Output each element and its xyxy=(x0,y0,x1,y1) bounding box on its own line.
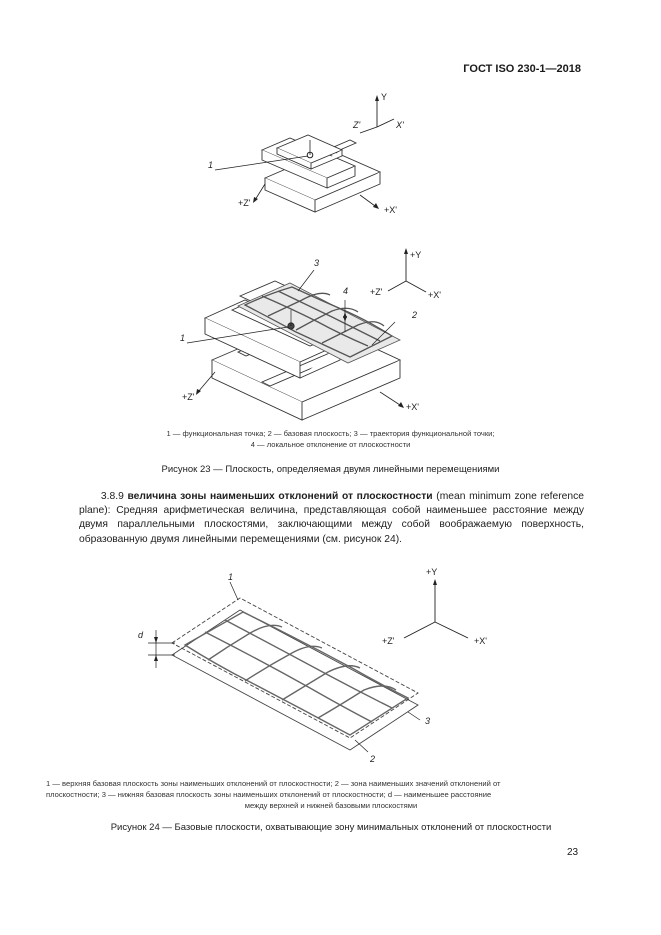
axis-label-xplus: +X' xyxy=(406,402,419,412)
axis-label-y: +Y xyxy=(426,567,438,577)
figure24-legend xyxy=(46,778,616,811)
axis-label-x: X' xyxy=(396,120,404,130)
callout-1: 1 xyxy=(208,160,214,170)
callout-2: 2 xyxy=(412,310,418,320)
figure24-caption: Рисунок 24 — Базовые плоскости, охватывающие зону минимальных отклонений от плоскостности xyxy=(110,822,552,833)
legend-line: 4 — локальное отклонение от плоскостности xyxy=(250,440,411,449)
legend-line: между верхней и нижней базовыми плоскостями xyxy=(244,801,418,810)
figure23-caption: Рисунок 23 — Плоскость, определяемая двумя линейными перемещениями xyxy=(161,464,500,475)
callout-3: 3 xyxy=(314,258,320,268)
axis-label-zplus: +Z' xyxy=(182,392,195,402)
section-term: величина зоны наименьших отклонений от плоскостности xyxy=(127,491,433,502)
callout-1: 1 xyxy=(228,572,234,582)
callout-1: 1 xyxy=(180,333,186,343)
axis-label-x: +X' xyxy=(474,636,487,646)
legend-line: 1 — верхняя базовая плоскость зоны наименьших отклонений от плоскостности; 2 — зона наименьших значений отклонений от xyxy=(46,779,501,788)
axis-label-z: +Z' xyxy=(382,636,395,646)
section-number: 3.8.9 xyxy=(100,491,124,502)
callout-4: 4 xyxy=(343,286,349,296)
section-english: (mean minimum zone reference plane) xyxy=(79,491,584,517)
axis-label-z: +Z' xyxy=(370,287,383,297)
section-definition: : Средняя арифметическая величина, представляющая собой наименьшее расстояние между двумя параллельными плоскостями, заключающими между собой воображаемую поверхность, образованную двумя линейными перемещениями (см. рисунок 24). xyxy=(79,505,584,545)
axis-label-z: Z' xyxy=(353,120,361,130)
axis-label-y: +Y xyxy=(410,250,422,260)
callout-3: 3 xyxy=(425,716,431,726)
callout-2: 2 xyxy=(370,754,376,764)
page-number: 23 xyxy=(567,847,579,858)
legend-line: 1 — функциональная точка; 2 — базовая плоскость; 3 — траектория функциональной точки; xyxy=(166,429,495,438)
document-standard-header: ГОСТ ISO 230-1—2018 xyxy=(463,63,581,75)
axis-label-zplus: +Z' xyxy=(238,198,251,208)
axis-label-y: Y xyxy=(381,92,388,102)
callout-d: d xyxy=(138,630,144,640)
axis-label-xplus: +X' xyxy=(384,205,397,215)
legend-line: плоскостности; 3 — нижняя базовая плоскость зоны наименьших отклонений от плоскостности; d — наименьшее расстояние xyxy=(46,790,492,799)
axis-label-x: +X' xyxy=(428,290,441,300)
